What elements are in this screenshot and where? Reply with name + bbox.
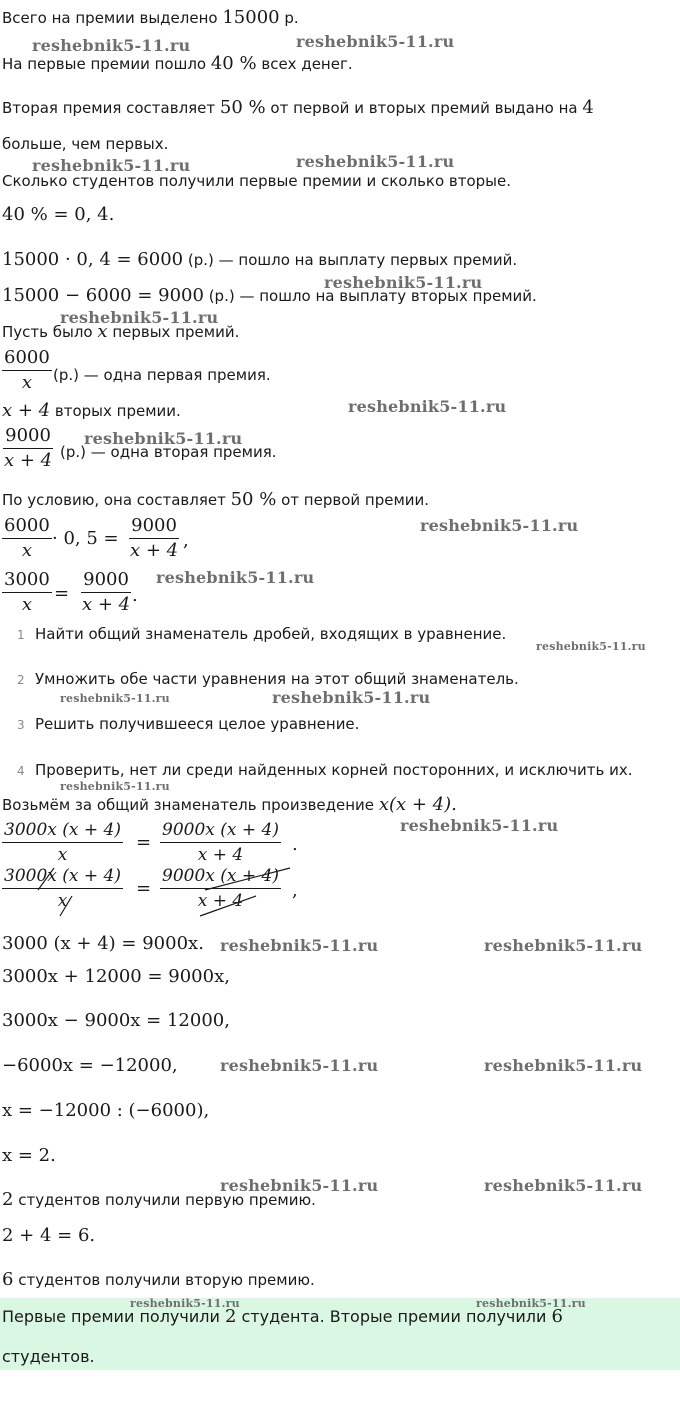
- step-4-text: Проверить, нет ли среди найденных корней посторонних, и исключить их.: [35, 761, 633, 779]
- problem-line-4: больше, чем первых.: [2, 135, 169, 153]
- eq1-right-fraction: $\frac{9000}{x + 4}$: [130, 515, 179, 561]
- cancellation-strokes: [0, 860, 300, 920]
- second-prizes-count: x + 4 вторых премии.: [2, 400, 181, 421]
- second-prizes-total: 15000 − 6000 = 9000 (р.) — пошло на выплату вторых премий.: [2, 285, 537, 306]
- watermark: reshebnik5-11.ru: [220, 936, 379, 955]
- common-denominator-line: Возьмём за общий знаменатель произведение x(x + 4).: [2, 794, 457, 815]
- watermark: reshebnik5-11.ru: [220, 1056, 379, 1075]
- eq4-left-fraction: $\frac{3000x (x + 4)}{x}$: [4, 866, 121, 911]
- fraction-second-prize: $\frac{9000}{x + 4}$: [4, 425, 53, 471]
- watermark: reshebnik5-11.ru: [296, 152, 455, 171]
- step-1-text: Найти общий знаменатель дробей, входящих в уравнение.: [35, 625, 507, 643]
- equation-step-2: 3000x + 12000 = 9000x,: [2, 966, 230, 987]
- watermark: reshebnik5-11.ru: [476, 1297, 586, 1310]
- eq2-middle: =: [54, 583, 70, 604]
- watermark: reshebnik5-11.ru: [296, 32, 455, 51]
- problem-question: Сколько студентов получили первые премии и сколько вторые.: [2, 172, 512, 190]
- watermark: reshebnik5-11.ru: [272, 688, 431, 707]
- eq4-middle: =: [136, 878, 152, 899]
- problem-line-2: На первые премии пошло 40 % всех денег.: [2, 53, 353, 74]
- watermark: reshebnik5-11.ru: [84, 429, 243, 448]
- step-3-text: Решить получившееся целое уравнение.: [35, 715, 360, 733]
- problem-line-3: Вторая премия составляет 50 % от первой и вторых премий выдано на 4: [2, 97, 594, 118]
- eq3-right-fraction: $\frac{9000x (x + 4)}{x + 4}$: [162, 820, 279, 865]
- watermark: reshebnik5-11.ru: [32, 36, 191, 55]
- watermark: reshebnik5-11.ru: [348, 397, 507, 416]
- eq2-right-fraction: $\frac{9000}{x + 4}$: [82, 569, 131, 615]
- eq4-right-fraction: $\frac{9000x (x + 4)}{x + 4}$: [162, 866, 279, 911]
- first-prizes-total: 15000 · 0, 4 = 6000 (р.) — пошло на выплату первых премий.: [2, 249, 518, 270]
- watermark: reshebnik5-11.ru: [324, 273, 483, 292]
- eq2-left-fraction: $\frac{3000}{x}$: [4, 569, 50, 615]
- first-prize-result: 2 студентов получили первую премию.: [2, 1189, 316, 1210]
- step-1-number: 1: [17, 628, 25, 642]
- cancel-stroke-left-den: [60, 896, 72, 916]
- watermark: reshebnik5-11.ru: [420, 516, 579, 535]
- step-3-number: 3: [17, 718, 25, 732]
- equation-step-5: x = −12000 : (−6000),: [2, 1100, 210, 1121]
- equation-step-6: x = 2.: [2, 1145, 56, 1166]
- watermark: reshebnik5-11.ru: [484, 1176, 643, 1195]
- cancel-stroke-left-num: [38, 868, 54, 890]
- equation-step-4: −6000x = −12000,: [2, 1055, 178, 1076]
- let-x-line: Пусть было x первых премий.: [2, 321, 240, 342]
- second-prize-label: (р.) — одна вторая премия.: [60, 443, 277, 461]
- first-prize-label: (р.) — одна первая премия.: [53, 366, 271, 384]
- watermark: reshebnik5-11.ru: [130, 1297, 240, 1310]
- step-2-number: 2: [17, 673, 25, 687]
- second-prize-result: 6 студентов получили вторую премию.: [2, 1269, 315, 1290]
- step-4-number: 4: [17, 764, 25, 778]
- eq4-end: ,: [292, 880, 298, 901]
- watermark: reshebnik5-11.ru: [32, 156, 191, 175]
- eq3-end: .: [292, 834, 298, 855]
- step-2-text: Умножить обе части уравнения на этот общий знаменатель.: [35, 670, 519, 688]
- watermark: reshebnik5-11.ru: [156, 568, 315, 587]
- watermark: reshebnik5-11.ru: [484, 1056, 643, 1075]
- cancel-stroke-right-den: [200, 896, 256, 916]
- eq1-end: ,: [183, 530, 189, 551]
- answer-line-2: студентов.: [2, 1347, 95, 1366]
- second-count-calc: 2 + 4 = 6.: [2, 1225, 96, 1246]
- watermark: reshebnik5-11.ru: [60, 692, 170, 705]
- watermark: reshebnik5-11.ru: [60, 780, 170, 793]
- cancel-stroke-right-num: [205, 868, 290, 890]
- answer-line-1: Первые премии получили 2 студента. Вторые премии получили 6: [2, 1306, 563, 1327]
- equation-step-1: 3000 (x + 4) = 9000x.: [2, 933, 204, 954]
- percent-conversion: 40 % = 0, 4.: [2, 204, 115, 225]
- watermark: reshebnik5-11.ru: [60, 308, 219, 327]
- watermark: reshebnik5-11.ru: [484, 936, 643, 955]
- eq3-middle: =: [136, 832, 152, 853]
- problem-line-1: Всего на премии выделено 15000 р.: [2, 7, 299, 28]
- watermark: reshebnik5-11.ru: [536, 640, 646, 653]
- fraction-first-prize: $\frac{6000}{x}$: [4, 347, 50, 393]
- eq2-end: .: [132, 585, 138, 606]
- eq1-left-fraction: $\frac{6000}{x}$: [4, 515, 50, 561]
- watermark: reshebnik5-11.ru: [400, 816, 559, 835]
- equation-step-3: 3000x − 9000x = 12000,: [2, 1010, 230, 1031]
- watermark: reshebnik5-11.ru: [220, 1176, 379, 1195]
- condition-line: По условию, она составляет 50 % от первой премии.: [2, 489, 430, 510]
- eq3-left-fraction: $\frac{3000x (x + 4)}{x}$: [4, 820, 121, 865]
- eq1-middle: · 0, 5 =: [52, 528, 119, 549]
